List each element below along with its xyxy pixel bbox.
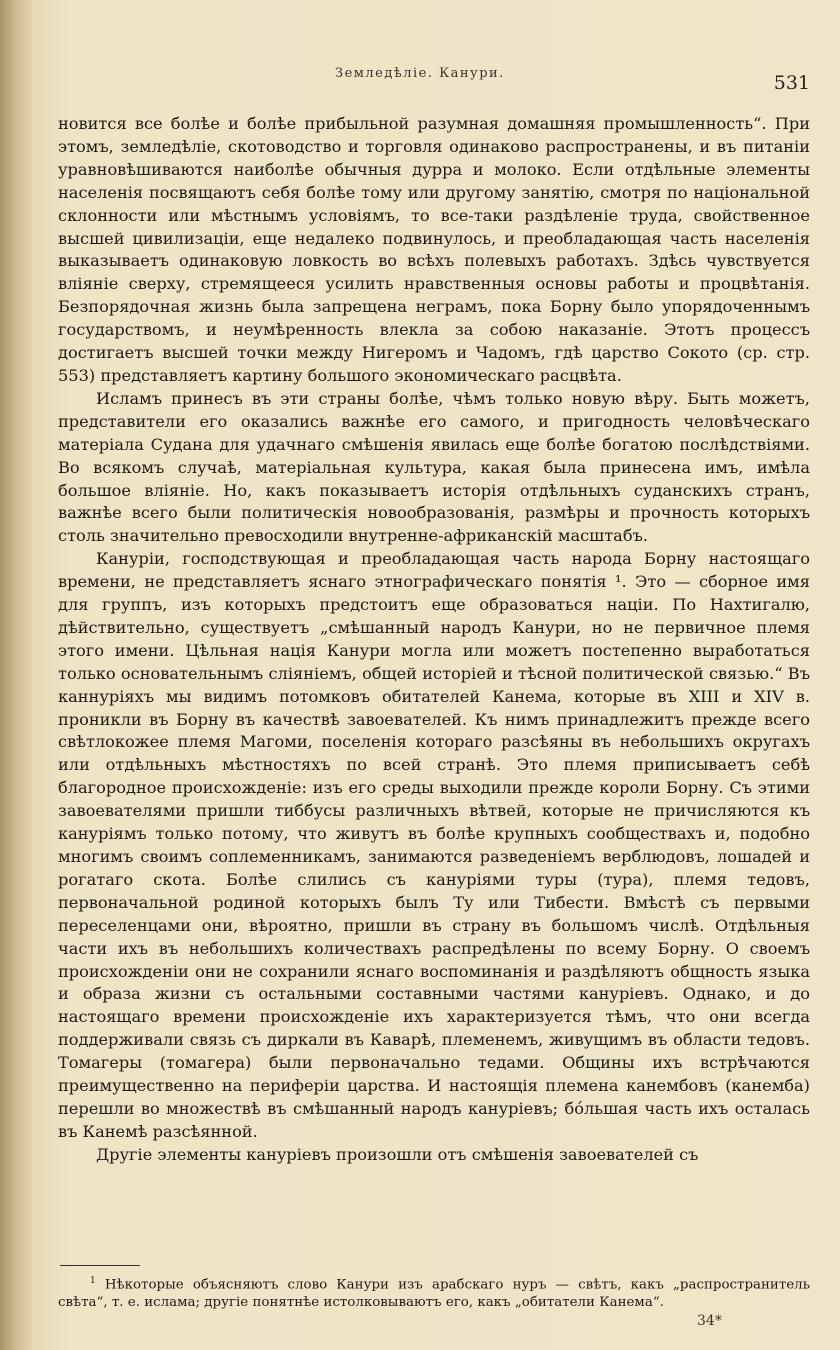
footnote-marker: 1	[90, 1276, 96, 1286]
footnote-separator	[60, 1265, 140, 1266]
footnote	[58, 1273, 810, 1311]
signature-mark: 34*	[697, 1313, 722, 1329]
page-number: 531	[773, 72, 810, 94]
paragraph-other-elements: Другіе элементы кануріевъ произошли отъ смѣшенія завоевателей съ	[96, 1144, 699, 1164]
paragraph-continuation: новится все болѣе и болѣе прибыльной разумная домашняя промышленность“. При этомъ, земледѣліе, скотоводство и торговля одинаково распространены, и въ питаніи уравновѣшиваются наиболѣе обычныя дурра и молоко. Если отдѣльные элементы населенія посвящаютъ себя болѣе тому или другому занятію, смотря по національной склонности или мѣстнымъ условіямъ, то все-таки раздѣленіе труда, свойственное высшей цивилизаціи, еще недалеко подвинулось, и преобладающая часть населенія выказываетъ одинаковую ловкость во всѣхъ полевыхъ работахъ. Здѣсь чувствуется вліяніе сверху, стремящееся усилить нравственныя основы работы и процвѣтанія. Безпорядочная жизнь была запрещена неграмъ, пока Борну было упорядоченнымъ государствомъ, и неумѣренность влекла за собою наказаніе. Этотъ процессъ достигаетъ высшей точки между Нигеромъ и Чадомъ, гдѣ царство Сокото (ср. стр. 553) представляетъ картину большого экономическаго расцвѣта.	[58, 114, 810, 385]
paragraph-kanuri: Канурiи, господствующая и преобладающая часть народа Борну настоящаго времени, не представляетъ яснаго этнографическаго понятія ¹. Это — сборное имя для группъ, изъ которыхъ предстоитъ еще образоваться націи. По Нахтигалю, дѣйствительно, существуетъ „смѣшанный народъ Канури, но не первичное племя этого имени. Цѣльная нація Канури могла или можетъ постепенно выработаться только основательнымъ сліяніемъ, общей исторіей и тѣсной политической связью.“ Въ каннуріяхъ мы видимъ потомковъ обитателей Канема, которые въ XIII и XIV в. проникли въ Борну въ качествѣ завоевателей. Къ нимъ принадлежитъ прежде всего свѣтлокожее племя Магоми, поселенія котораго разсѣяны въ небольшихъ округахъ или отдѣльныхъ мѣстностяхъ по всей странѣ. Это племя приписываетъ себѣ благородное происхожденіе: изъ его среды выходили прежде короли Борну. Съ этими завоевателями пришли тиббусы различныхъ вѣтвей, которые не причисляются къ кануріямъ только потому, что живутъ въ болѣе крупныхъ сообществахъ и, подобно многимъ своимъ соплеменникамъ, занимаются разведеніемъ верблюдовъ, лошадей и рогатаго скота. Болѣе слились съ кануріями туры (тура), племя тедовъ, первоначальной родиной которыхъ былъ Ту или Тибести. Вмѣстѣ съ первыми переселенцами они, вѣроятно, пришли въ страну въ большомъ числѣ. Отдѣльныя части ихъ въ небольшихъ количествахъ распредѣлены по всему Борну. О своемъ происхожденіи они не сохранили яснаго воспоминанія и раздѣляютъ общность языка и образа жизни съ остальными составными частями кануріевъ. Однако, и до настоящаго времени происхожденіе ихъ характеризуется тѣмъ, что они всегда поддерживали связь съ диркали въ Каварѣ, племенемъ, живущимъ въ области тедовъ. Томагеры (томагера) были первоначально тедами. Общины ихъ встрѣчаются преимущественно на периферіи царства. И настоящія племена канембовъ (канемба) перешли во множествѣ въ смѣшанный народъ кануріевъ; бо́льшая часть ихъ осталась въ Канемѣ разсѣянной.	[58, 549, 810, 1141]
running-title: Земледѣліе. Канури.	[335, 66, 505, 81]
footnote-text: Нѣкоторые объясняютъ слово Канури изъ арабскаго нуръ — свѣтъ, какъ „распространитель свѣта“, т. е. ислама; другіе понятнѣе истолковываютъ его, какъ „обитатели Канема“.	[58, 1277, 810, 1310]
body-text	[58, 113, 810, 1167]
paragraph-islam: Исламъ принесъ въ эти страны болѣе, чѣмъ только новую вѣру. Быть можетъ, представители его оказались важнѣе его самого, и пригодность человѣческаго матеріала Судана для удачнаго смѣшенія явилась еще болѣе богатою послѣдствіями. Во всякомъ случаѣ, матеріальная культура, какая была принесена имъ, имѣла большое вліяніе. Но, какъ показываетъ исторія отдѣльныхъ суданскихъ странъ, важнѣе всего были политическія новообразованія, размѣры и прочность которыхъ столь значительно превосходили внутренне-африканскій масштабъ.	[58, 388, 810, 546]
